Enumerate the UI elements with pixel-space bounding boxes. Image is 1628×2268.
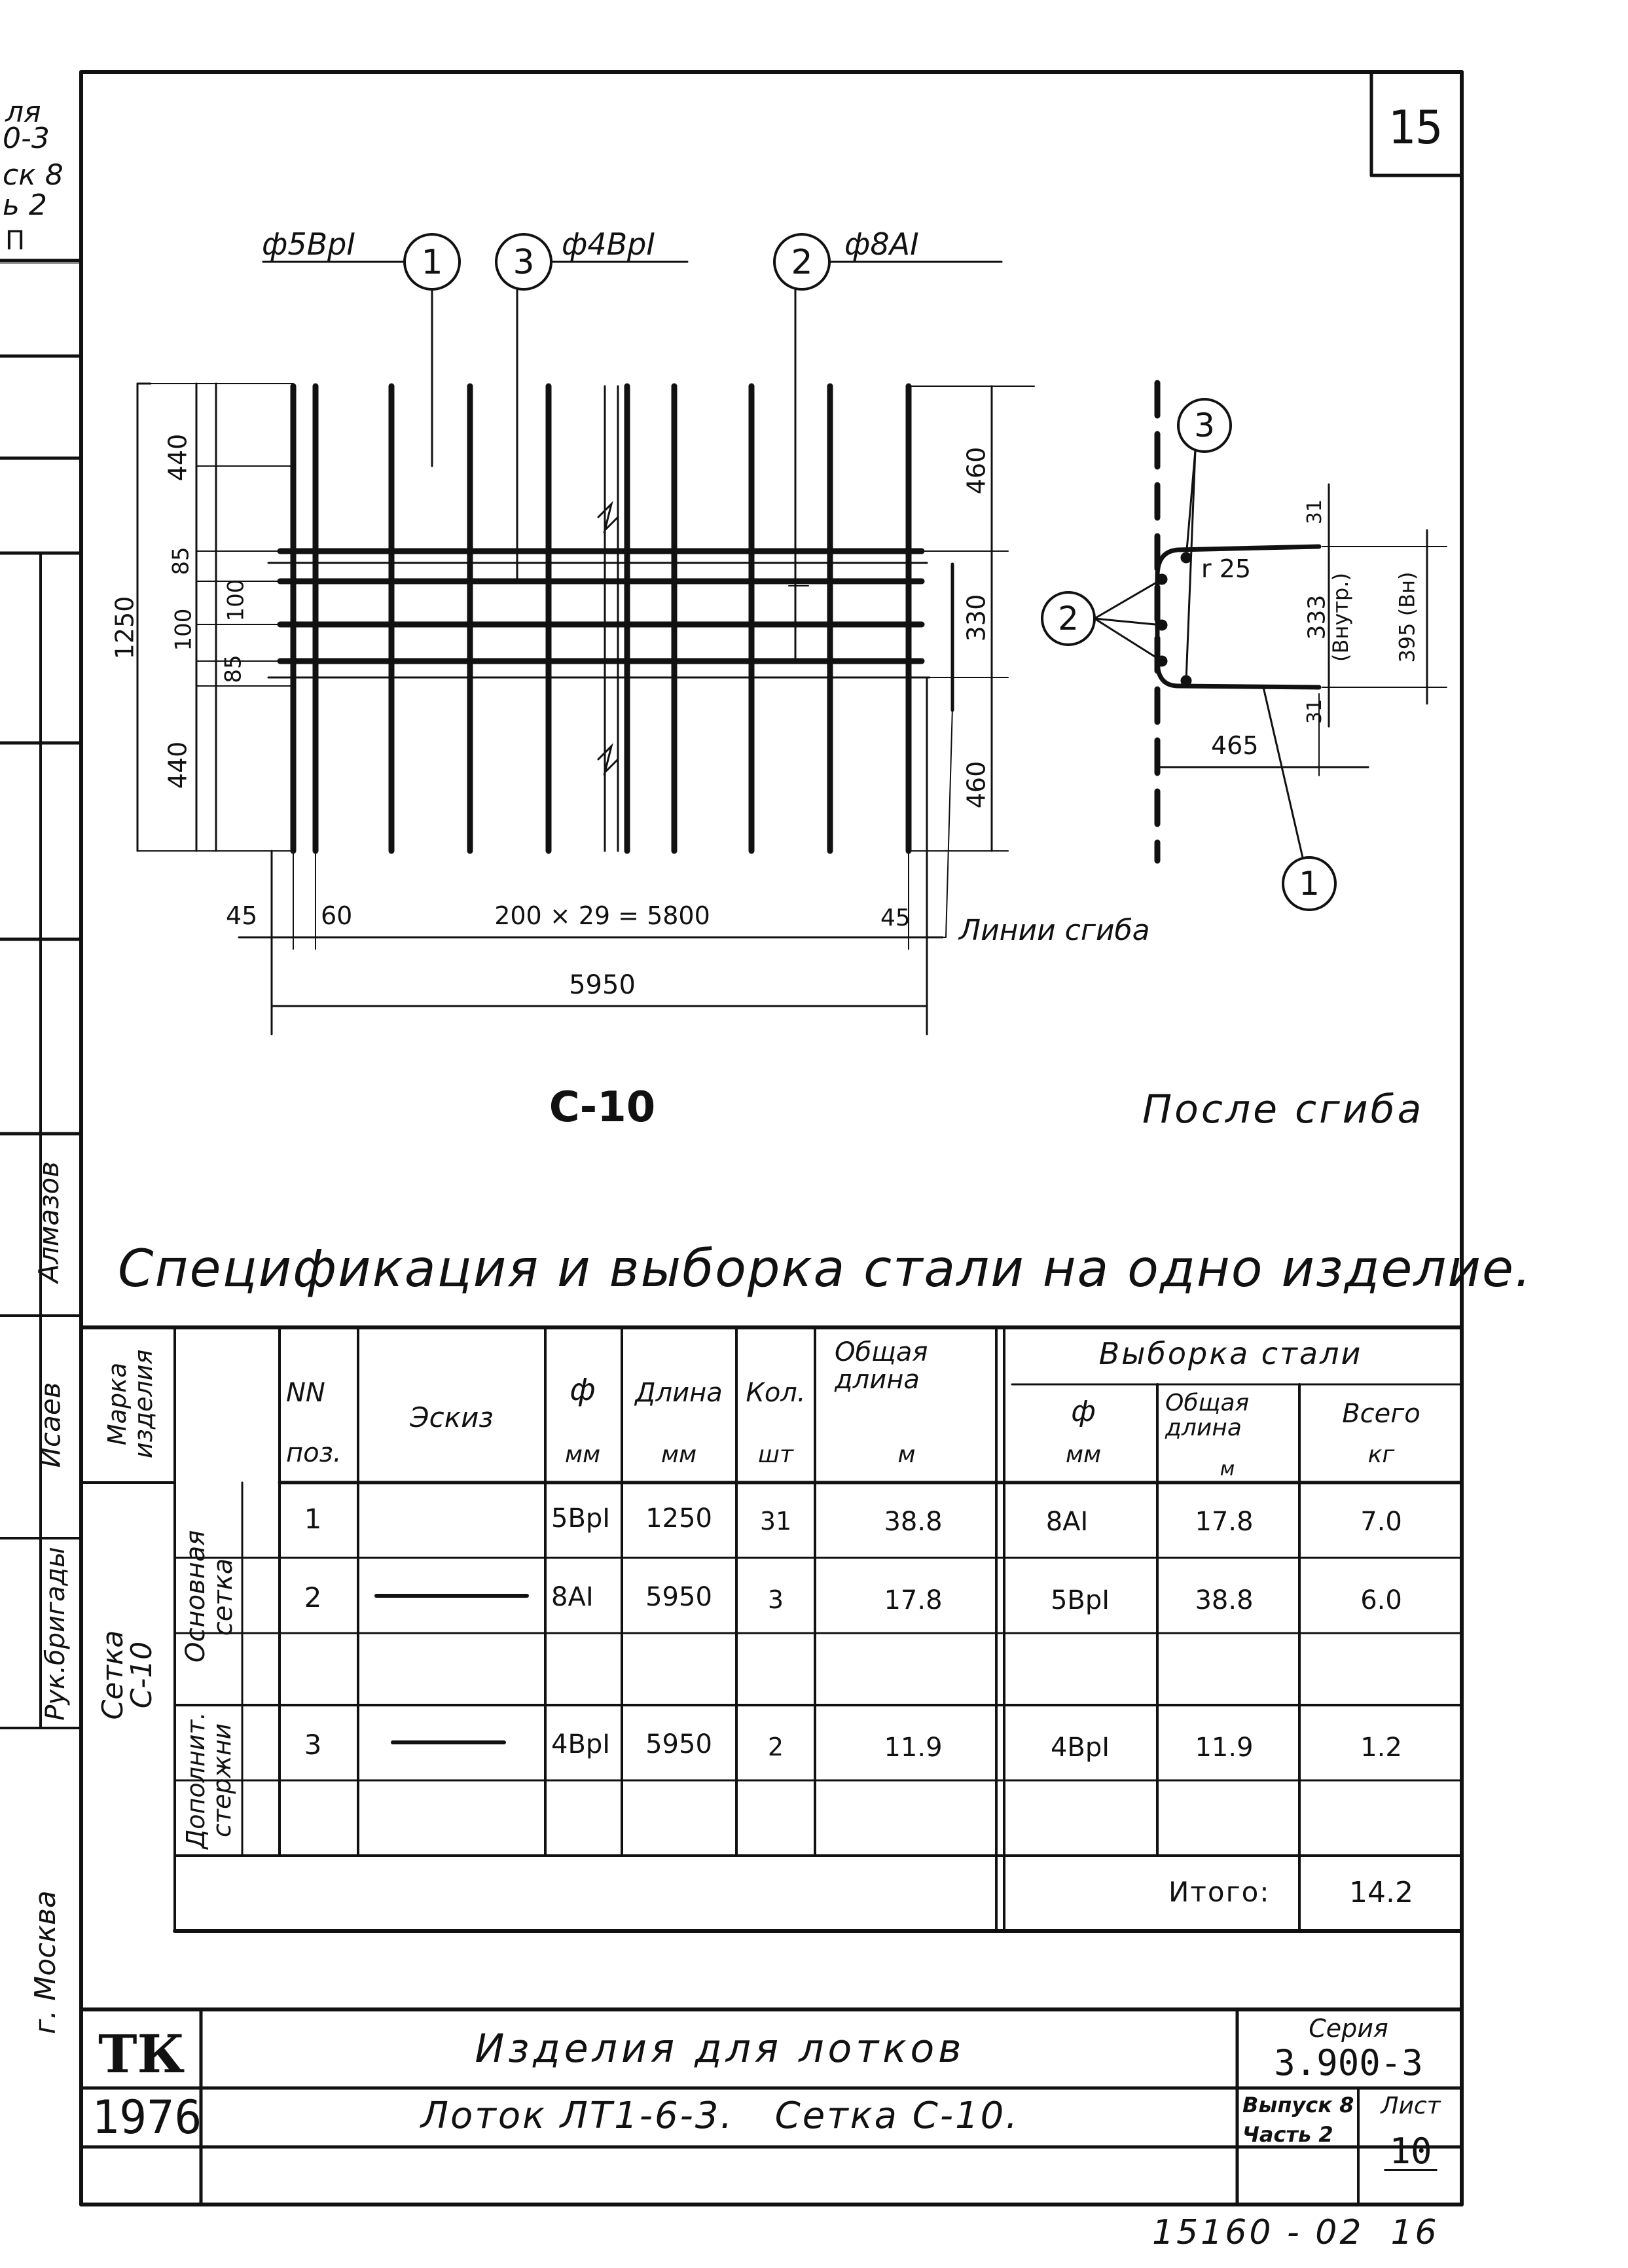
dim-333: 333 <box>1303 594 1331 640</box>
signature-isaev: Исаев <box>34 1382 67 1468</box>
margin-text: 0-3 <box>3 122 50 155</box>
dim-45b: 45 <box>880 905 911 931</box>
bend-lines-label: Линии сгиба <box>959 914 1150 947</box>
list-label: Лист <box>1381 2093 1441 2119</box>
label-ruk-brigady: Рук.бригады <box>40 1547 71 1721</box>
cell-phi: 5ВрI <box>551 1503 611 1534</box>
cell-obsh: 38.8 <box>884 1507 943 1537</box>
archive-code: 15160 - 02 16 <box>1152 2213 1439 2252</box>
list-value: 10 <box>1384 2134 1437 2171</box>
margin-text: ск 8 <box>3 158 63 192</box>
itogo-value: 14.2 <box>1349 1876 1413 1909</box>
callout-1-text: 1 <box>421 243 443 282</box>
cell-obsh: 11.9 <box>884 1733 943 1763</box>
hdr-eskiz: Эскиз <box>410 1401 494 1433</box>
leader <box>1094 579 1162 619</box>
hdr-nn: NN <box>286 1378 325 1408</box>
hdr-v-vsego-unit: кг <box>1367 1441 1395 1468</box>
dim-440a: 440 <box>163 433 192 482</box>
dim-460b: 460 <box>962 761 991 809</box>
dim-60: 60 <box>321 901 353 930</box>
mesh-vertical-bars <box>293 386 909 851</box>
margin-text: П <box>5 226 26 256</box>
dim-85b: 85 <box>220 655 247 683</box>
callout-2-text: 2 <box>791 243 813 282</box>
hdr-vyborka: Выборка стали <box>1098 1336 1363 1371</box>
product-label: Сетка С-10 <box>96 1630 158 1720</box>
after-bend-title: После сгиба <box>1142 1087 1424 1132</box>
cell-dlina: 5950 <box>645 1582 712 1612</box>
hdr-v-obsh: Общая длина <box>1165 1390 1250 1441</box>
seriya-value: 3.900-3 <box>1274 2042 1423 2083</box>
label-city: г. Москва <box>28 1890 62 2034</box>
callout-1-label: ф5ВрI <box>262 226 355 262</box>
dim-1250: 1250 <box>110 596 139 660</box>
signature-almazov: Алмазов <box>32 1161 65 1283</box>
dim-85a: 85 <box>168 547 194 575</box>
hdr-kol-unit: шт <box>758 1441 793 1468</box>
callout-3-label: ф4ВрI <box>562 226 655 262</box>
seriya-label: Серия <box>1309 2014 1388 2043</box>
vypusk: Выпуск 8 <box>1242 2093 1354 2117</box>
group2-label: Дополнит. стержни <box>181 1712 236 1849</box>
cell-v-vsego: 7.0 <box>1360 1507 1402 1537</box>
cell-v-phi: 8АI <box>1045 1507 1089 1537</box>
callout-3b-text: 3 <box>1194 406 1215 444</box>
margin-text: ь 2 <box>3 189 47 222</box>
cell-poz: 1 <box>304 1503 322 1535</box>
radius-label: r 25 <box>1201 554 1252 583</box>
dim-460a: 460 <box>962 446 991 495</box>
hdr-v-phi-unit: мм <box>1065 1441 1102 1468</box>
sheet-number: 15 <box>1388 101 1443 154</box>
callout-2b-text: 2 <box>1058 600 1079 638</box>
margin-text: ля <box>5 96 41 129</box>
cell-poz: 2 <box>304 1581 322 1613</box>
hdr-phi: ф <box>570 1372 596 1407</box>
callout-1b-text: 1 <box>1299 865 1320 903</box>
cell-kol: 31 <box>759 1507 792 1536</box>
cell-dlina: 5950 <box>645 1729 712 1759</box>
dim-395: 395 (Вн) <box>1394 571 1420 663</box>
cell-phi: 8АI <box>551 1582 594 1612</box>
cell-v-phi: 4ВрI <box>1050 1733 1110 1763</box>
title-line-2: Лоток ЛТ1-6-3. Сетка С-10. <box>420 2095 1020 2137</box>
mesh-title: С-10 <box>549 1083 656 1132</box>
hdr-obsh-unit: м <box>897 1441 916 1468</box>
org-mark: ТК <box>98 2023 185 2085</box>
cell-v-obsh: 17.8 <box>1195 1507 1254 1537</box>
cell-dlina: 1250 <box>645 1503 712 1534</box>
dim-100a: 100 <box>170 608 197 651</box>
itogo-label: Итого: <box>1168 1876 1271 1908</box>
dim-330: 330 <box>962 594 991 642</box>
hdr-dlina-unit: мм <box>660 1441 697 1468</box>
dim-5800: 200 × 29 = 5800 <box>494 901 710 930</box>
cell-v-phi: 5ВрI <box>1050 1585 1110 1615</box>
dim-100b: 100 <box>223 579 249 622</box>
dim-440b: 440 <box>163 741 192 789</box>
dim-31b: 31 <box>1303 698 1327 725</box>
leader-bend <box>946 707 952 937</box>
callout-3-text: 3 <box>513 243 535 282</box>
dim-45a: 45 <box>226 901 258 930</box>
leader <box>1263 687 1303 857</box>
hdr-v-phi: ф <box>1071 1395 1096 1428</box>
cell-kol: 2 <box>767 1733 784 1761</box>
cell-kol: 3 <box>767 1585 784 1614</box>
hdr-kol: Кол. <box>746 1378 806 1408</box>
hdr-marka: Марка изделия <box>103 1349 158 1459</box>
cell-v-obsh: 38.8 <box>1195 1585 1254 1615</box>
hdr-v-obsh-unit: м <box>1220 1458 1235 1481</box>
cell-poz: 3 <box>304 1729 322 1761</box>
hdr-dlina: Длина <box>635 1378 723 1408</box>
cell-v-vsego: 6.0 <box>1360 1585 1402 1615</box>
cell-v-obsh: 11.9 <box>1195 1733 1254 1763</box>
cell-obsh: 17.8 <box>884 1585 943 1615</box>
hdr-v-vsego: Всего <box>1342 1399 1420 1429</box>
mesh-horizontal-bars <box>280 551 922 661</box>
year: 1976 <box>92 2091 202 2144</box>
break-symbol <box>598 504 618 530</box>
dim-5950: 5950 <box>569 970 636 1000</box>
dim-31a: 31 <box>1303 499 1327 525</box>
callout-2-label: ф8АI <box>844 226 919 262</box>
spec-title: Спецификация и выборка стали на одно изделие. <box>118 1240 1532 1299</box>
group1-label: Основная сетка <box>181 1530 238 1663</box>
leader <box>1186 450 1195 681</box>
chast: Часть 2 <box>1242 2122 1333 2147</box>
dim-vnutr: (Внутр.) <box>1328 573 1353 662</box>
hdr-phi-unit: мм <box>564 1441 601 1468</box>
hdr-obsh: Общая длина <box>835 1337 928 1395</box>
dim-465: 465 <box>1211 731 1259 760</box>
hdr-poz: поз. <box>286 1438 342 1468</box>
cell-v-vsego: 1.2 <box>1360 1733 1402 1763</box>
break-symbol <box>598 746 618 772</box>
title-line-1: Изделия для лотков <box>475 2026 966 2072</box>
cell-phi: 4ВрI <box>551 1729 611 1759</box>
